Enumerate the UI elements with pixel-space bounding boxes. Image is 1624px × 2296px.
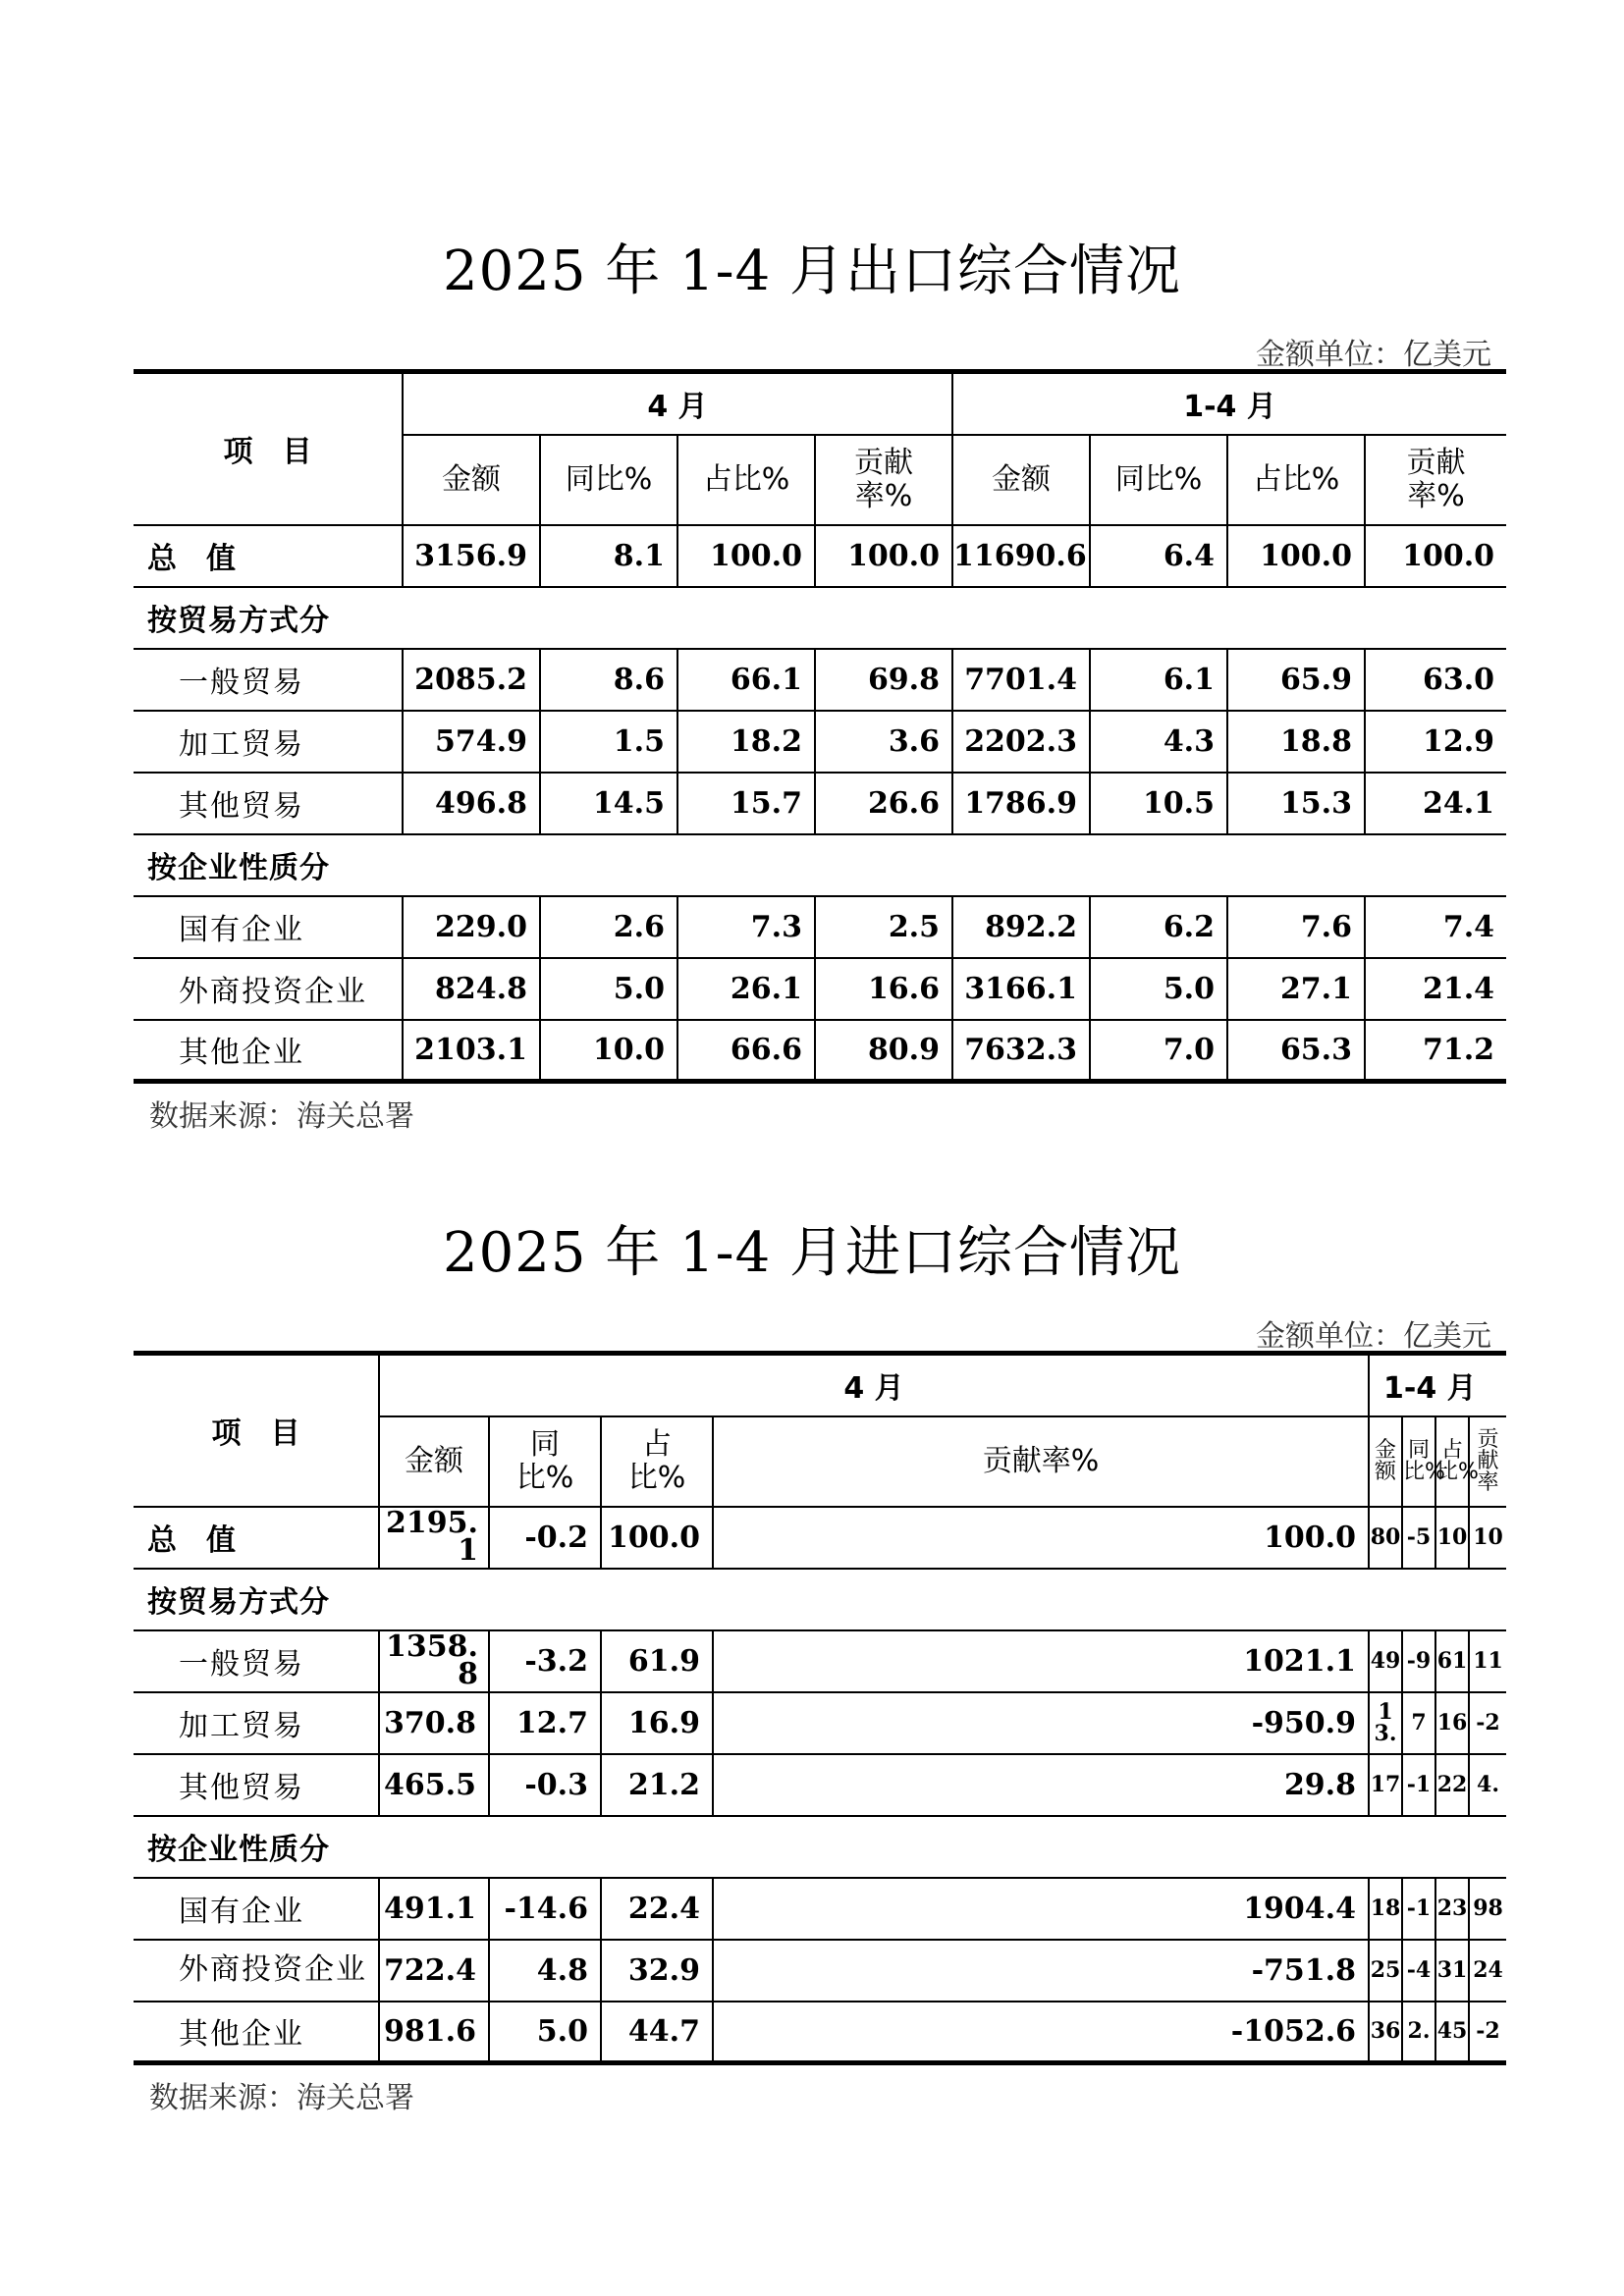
cell-truncated: 2. xyxy=(1402,2002,1435,2063)
export-source-note: 数据来源：海关总署 xyxy=(149,1099,414,1134)
row-label: 其他企业 xyxy=(134,2002,379,2063)
cell: 100.0 xyxy=(1365,525,1506,587)
cell: 7.6 xyxy=(1227,896,1365,958)
cell: 12.9 xyxy=(1365,711,1506,773)
period-header-april: 4 月 xyxy=(403,372,952,435)
row-label: 其他企业 xyxy=(134,1020,403,1082)
col-header-amount: 金额 xyxy=(379,1416,489,1507)
col-header-amount: 金额 xyxy=(403,435,540,525)
cell: 3156.9 xyxy=(403,525,540,587)
cell: 61.9 xyxy=(601,1630,713,1692)
cell: 44.7 xyxy=(601,2002,713,2063)
cell: 16.6 xyxy=(815,958,952,1020)
cell: 574.9 xyxy=(403,711,540,773)
col-header-amount-truncated: 金额 xyxy=(1369,1416,1402,1507)
col-header-yoy: 同比% xyxy=(489,1416,601,1507)
cell: 11690.6 xyxy=(952,525,1090,587)
import-table xyxy=(134,1351,1506,2065)
cell-truncated: 10 xyxy=(1469,1507,1506,1569)
table-row xyxy=(134,1754,1506,1816)
cell: 18.2 xyxy=(677,711,815,773)
table-row xyxy=(134,1692,1506,1754)
col-header-contribution: 贡献率% xyxy=(1365,435,1506,525)
cell-truncated: 25 xyxy=(1369,1940,1402,2002)
col-header-share: 占比% xyxy=(677,435,815,525)
row-label: 外商投资企业 xyxy=(134,958,403,1020)
cell: 1786.9 xyxy=(952,773,1090,834)
cell: 6.4 xyxy=(1090,525,1227,587)
row-label: 国有企业 xyxy=(134,896,403,958)
cell: 100.0 xyxy=(1227,525,1365,587)
cell: -950.9 xyxy=(713,1692,1369,1754)
cell: -14.6 xyxy=(489,1878,601,1940)
row-label: 一般贸易 xyxy=(134,649,403,711)
cell: 7.3 xyxy=(677,896,815,958)
export-table xyxy=(134,369,1506,1084)
group-label: 按贸易方式分 xyxy=(134,587,1506,649)
table-row xyxy=(134,896,1506,958)
cell-truncated: 98 xyxy=(1469,1878,1506,1940)
row-label: 其他贸易 xyxy=(134,773,403,834)
row-label: 加工贸易 xyxy=(134,1692,379,1754)
cell: 7701.4 xyxy=(952,649,1090,711)
cell: 66.1 xyxy=(677,649,815,711)
cell-truncated: 16 xyxy=(1435,1692,1469,1754)
cell: 370.8 xyxy=(379,1692,489,1754)
cell-truncated: 18 xyxy=(1369,1878,1402,1940)
cell: 15.7 xyxy=(677,773,815,834)
cell: 24.1 xyxy=(1365,773,1506,834)
group-label: 按贸易方式分 xyxy=(134,1569,1506,1630)
table-row xyxy=(134,1878,1506,1940)
row-label: 总 值 xyxy=(134,525,403,587)
cell: -0.3 xyxy=(489,1754,601,1816)
cell: 496.8 xyxy=(403,773,540,834)
cell: 8.1 xyxy=(540,525,677,587)
col-header-contribution: 贡献率% xyxy=(815,435,952,525)
cell-truncated: -5 xyxy=(1402,1507,1435,1569)
col-header-share-truncated: 占比% xyxy=(1435,1416,1469,1507)
cell: 65.3 xyxy=(1227,1020,1365,1082)
cell: -3.2 xyxy=(489,1630,601,1692)
import-title: 2025 年 1-4 月进口综合情况 xyxy=(442,1221,1182,1285)
cell: 100.0 xyxy=(601,1507,713,1569)
cell-truncated: 61 xyxy=(1435,1630,1469,1692)
cell-truncated: 36 xyxy=(1369,2002,1402,2063)
cell: 69.8 xyxy=(815,649,952,711)
group-row xyxy=(134,587,1506,649)
cell: 7.4 xyxy=(1365,896,1506,958)
col-header-yoy: 同比% xyxy=(540,435,677,525)
cell: 100.0 xyxy=(815,525,952,587)
cell: 465.5 xyxy=(379,1754,489,1816)
table-row xyxy=(134,649,1506,711)
cell: 2085.2 xyxy=(403,649,540,711)
col-header-contribution-truncated: 贡献率 xyxy=(1469,1416,1506,1507)
import-source-note: 数据来源：海关总署 xyxy=(149,2081,414,2115)
cell: 80.9 xyxy=(815,1020,952,1082)
cell-truncated: 49 xyxy=(1369,1630,1402,1692)
cell: 15.3 xyxy=(1227,773,1365,834)
cell: 5.0 xyxy=(489,2002,601,2063)
cell: 65.9 xyxy=(1227,649,1365,711)
col-header-contribution: 贡献率% xyxy=(713,1416,1369,1507)
table-row xyxy=(134,773,1506,834)
cell: 16.9 xyxy=(601,1692,713,1754)
cell-truncated: 22 xyxy=(1435,1754,1469,1816)
row-label: 其他贸易 xyxy=(134,1754,379,1816)
cell: 5.0 xyxy=(540,958,677,1020)
cell: 229.0 xyxy=(403,896,540,958)
cell: 10.0 xyxy=(540,1020,677,1082)
table-row xyxy=(134,1940,1506,2002)
cell: 6.2 xyxy=(1090,896,1227,958)
cell: 18.8 xyxy=(1227,711,1365,773)
cell-truncated: -2 xyxy=(1469,1692,1506,1754)
cell-truncated: 31 xyxy=(1435,1940,1469,2002)
cell-truncated: -1 xyxy=(1402,1754,1435,1816)
cell: 32.9 xyxy=(601,1940,713,2002)
cell: 26.6 xyxy=(815,773,952,834)
col-header-amount: 金额 xyxy=(952,435,1090,525)
cell: 981.6 xyxy=(379,2002,489,2063)
table-row xyxy=(134,1630,1506,1692)
period-header-jan-apr: 1-4 月 xyxy=(1369,1354,1506,1416)
row-label: 加工贸易 xyxy=(134,711,403,773)
cell-truncated: -2 xyxy=(1469,2002,1506,2063)
period-header-april: 4 月 xyxy=(379,1354,1369,1416)
item-header: 项 目 xyxy=(134,372,403,525)
table-row xyxy=(134,711,1506,773)
cell-truncated: 4. xyxy=(1469,1754,1506,1816)
cell-truncated: 80 xyxy=(1369,1507,1402,1569)
cell: 1.5 xyxy=(540,711,677,773)
cell: 7632.3 xyxy=(952,1020,1090,1082)
cell: 100.0 xyxy=(713,1507,1369,1569)
cell-truncated: -9 xyxy=(1402,1630,1435,1692)
cell: 8.6 xyxy=(540,649,677,711)
cell-truncated: 23 xyxy=(1435,1878,1469,1940)
cell: 2195.1 xyxy=(379,1507,489,1569)
table-row xyxy=(134,1020,1506,1082)
cell: 21.2 xyxy=(601,1754,713,1816)
cell: -0.2 xyxy=(489,1507,601,1569)
cell: 29.8 xyxy=(713,1754,1369,1816)
cell: 4.8 xyxy=(489,1940,601,2002)
group-row xyxy=(134,1569,1506,1630)
cell: 2.5 xyxy=(815,896,952,958)
cell: 10.5 xyxy=(1090,773,1227,834)
cell-truncated: 45 xyxy=(1435,2002,1469,2063)
export-title: 2025 年 1-4 月出口综合情况 xyxy=(442,240,1182,303)
table-row xyxy=(134,525,1506,587)
cell-truncated: 13. xyxy=(1369,1692,1402,1754)
cell: 1021.1 xyxy=(713,1630,1369,1692)
cell-truncated: 7 xyxy=(1402,1692,1435,1754)
cell: 892.2 xyxy=(952,896,1090,958)
cell: 5.0 xyxy=(1090,958,1227,1020)
cell: 100.0 xyxy=(677,525,815,587)
cell: -751.8 xyxy=(713,1940,1369,2002)
export-unit-label: 金额单位：亿美元 xyxy=(1256,338,1491,372)
cell: 26.1 xyxy=(677,958,815,1020)
cell: 7.0 xyxy=(1090,1020,1227,1082)
cell-truncated: 24 xyxy=(1469,1940,1506,2002)
cell: 27.1 xyxy=(1227,958,1365,1020)
cell-truncated: -1 xyxy=(1402,1878,1435,1940)
col-header-share: 占比% xyxy=(601,1416,713,1507)
col-header-share: 占比% xyxy=(1227,435,1365,525)
import-unit-label: 金额单位：亿美元 xyxy=(1256,1319,1491,1354)
cell-truncated: 11 xyxy=(1469,1630,1506,1692)
cell: 1904.4 xyxy=(713,1878,1369,1940)
col-header-yoy-truncated: 同比% xyxy=(1402,1416,1435,1507)
cell: 14.5 xyxy=(540,773,677,834)
cell: 21.4 xyxy=(1365,958,1506,1020)
cell: 824.8 xyxy=(403,958,540,1020)
cell: 1358.8 xyxy=(379,1630,489,1692)
cell-truncated: -4 xyxy=(1402,1940,1435,2002)
cell: 66.6 xyxy=(677,1020,815,1082)
cell-truncated: 10 xyxy=(1435,1507,1469,1569)
cell: 22.4 xyxy=(601,1878,713,1940)
cell: 3166.1 xyxy=(952,958,1090,1020)
cell: 491.1 xyxy=(379,1878,489,1940)
cell-truncated: 17 xyxy=(1369,1754,1402,1816)
cell: 12.7 xyxy=(489,1692,601,1754)
table-row xyxy=(134,2002,1506,2063)
cell: 4.3 xyxy=(1090,711,1227,773)
cell: 6.1 xyxy=(1090,649,1227,711)
cell: -1052.6 xyxy=(713,2002,1369,2063)
row-label: 总 值 xyxy=(134,1507,379,1569)
group-row xyxy=(134,1816,1506,1878)
group-row xyxy=(134,834,1506,896)
cell: 71.2 xyxy=(1365,1020,1506,1082)
group-label: 按企业性质分 xyxy=(134,834,1506,896)
row-label: 国有企业 xyxy=(134,1878,379,1940)
col-header-yoy: 同比% xyxy=(1090,435,1227,525)
cell: 722.4 xyxy=(379,1940,489,2002)
cell: 2.6 xyxy=(540,896,677,958)
cell: 3.6 xyxy=(815,711,952,773)
cell: 2103.1 xyxy=(403,1020,540,1082)
table-row xyxy=(134,958,1506,1020)
period-header-jan-apr: 1-4 月 xyxy=(952,372,1506,435)
cell: 2202.3 xyxy=(952,711,1090,773)
row-label: 一般贸易 xyxy=(134,1630,379,1692)
table-row xyxy=(134,1507,1506,1569)
group-label: 按企业性质分 xyxy=(134,1816,1506,1878)
cell: 63.0 xyxy=(1365,649,1506,711)
item-header: 项 目 xyxy=(134,1354,379,1507)
row-label: 外商投资企业 xyxy=(134,1940,379,2002)
